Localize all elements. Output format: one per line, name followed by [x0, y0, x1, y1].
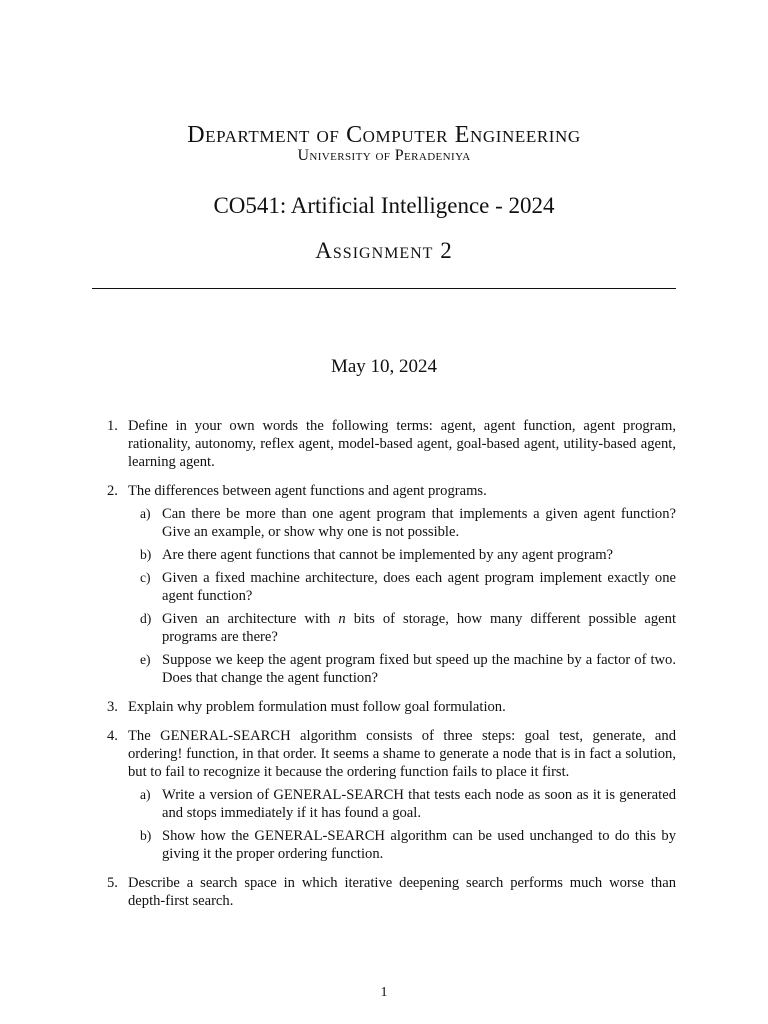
department-title: Department of Computer Engineering [187, 122, 581, 148]
university-name: University of Peradeniya [297, 147, 471, 164]
subquestion-letter: a) [140, 506, 151, 521]
question-list [92, 417, 676, 921]
question-number: 5. [107, 875, 118, 891]
question-number: 1. [107, 418, 118, 434]
subquestion-2d [128, 610, 676, 646]
question-text: Explain why problem formulation must follow goal formulation. [128, 699, 506, 715]
subquestion-letter: b) [140, 828, 152, 843]
subquestion-text: Given a fixed machine architecture, does each agent program implement exactly one agent function? [162, 570, 676, 604]
subquestion-letter: a) [140, 787, 151, 802]
subquestion-letter: e) [140, 652, 151, 667]
question-number: 2. [107, 483, 118, 499]
document-date: May 10, 2024 [330, 356, 438, 377]
subquestion-text-after: bits of storage, how many different possible agent programs are there? [162, 611, 676, 645]
subquestion-letter: b) [140, 547, 152, 562]
question-text: Describe a search space in which iterative deepening search performs much worse than depth-first search. [128, 875, 676, 909]
subquestion-list [128, 786, 676, 863]
question-5 [92, 874, 676, 910]
question-number: 3. [107, 699, 118, 715]
title-divider [92, 288, 676, 289]
question-1 [92, 417, 676, 471]
subquestion-2e [128, 651, 676, 687]
subquestion-2c [128, 569, 676, 605]
subquestion-text: Suppose we keep the agent program fixed but speed up the machine by a factor of two. Does that change the agent function? [162, 652, 676, 686]
question-text: Define in your own words the following terms: agent, agent function, agent program, rationality, autonomy, reflex agent, model-based agent, goal-based agent, utility-based agent, learning agent. [128, 418, 676, 470]
subquestion-letter: c) [140, 570, 151, 585]
question-2 [92, 482, 676, 687]
subquestion-text-before: Given an architecture with [162, 611, 339, 627]
variable-n: n [338, 611, 346, 627]
question-3 [92, 698, 676, 716]
subquestion-text: Are there agent functions that cannot be implemented by any agent program? [162, 547, 614, 563]
question-4 [92, 727, 676, 863]
subquestion-2b [128, 546, 676, 564]
subquestion-list [128, 505, 676, 687]
subquestion-text: Can there be more than one agent program that implements a given agent function? Give an example, or show why one is not possible. [162, 506, 676, 540]
subquestion-4b [128, 827, 676, 863]
course-title: CO541: Artificial Intelligence - 2024 [213, 193, 555, 218]
subquestion-text: Show how the GENERAL-SEARCH algorithm can be used unchanged to do this by giving it the proper ordering function. [162, 828, 676, 862]
subquestion-text: Write a version of GENERAL-SEARCH that tests each node as soon as it is generated and stops immediately if it has found a goal. [162, 787, 676, 821]
page-number: 1 [380, 985, 388, 1000]
subquestion-4a [128, 786, 676, 822]
subquestion-letter: d) [140, 611, 152, 626]
subquestion-2a [128, 505, 676, 541]
question-text: The GENERAL-SEARCH algorithm consists of three steps: goal test, generate, and ordering! function, in that order. It seems a shame to generate a node that is in fact a solution, but to fail to recognize it because the ordering function fails to place it first. [128, 728, 676, 780]
question-number: 4. [107, 728, 118, 744]
assignment-title: Assignment 2 [315, 238, 453, 263]
question-text: The differences between agent functions and agent programs. [128, 483, 487, 499]
